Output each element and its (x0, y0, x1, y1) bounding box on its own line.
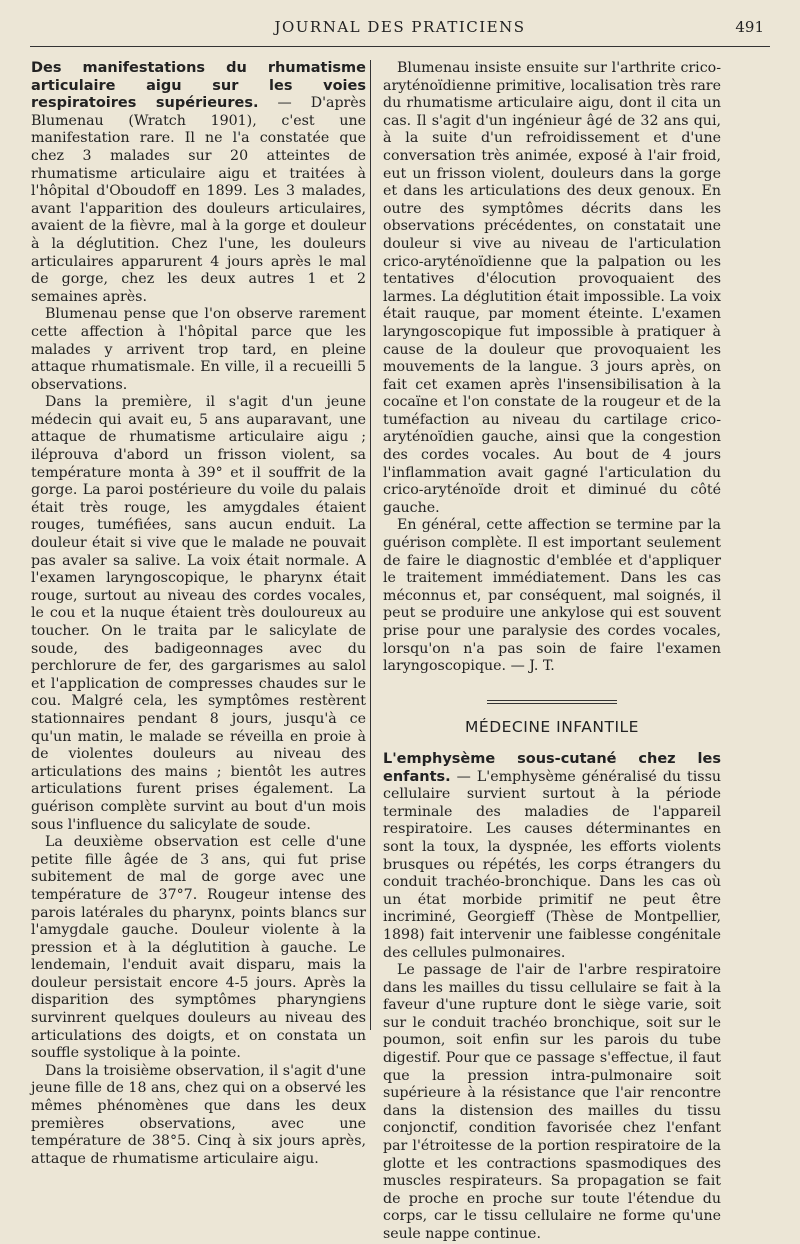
journal-title: JOURNAL DES PRATICIENS (274, 18, 526, 36)
left-column (31, 60, 366, 1168)
article-1-para-0-text: — D'après Blumenau (Wratch 1901), c'est une manifestation rare. Il ne l'a constatée que chez 3 malades sur 20 atteintes de rhumatisme articulaire aigu et traitées à l'hôpital d'Oboudoff en 1899. Les 3 malades, avant l'apparition des douleurs articulaires, avaient de la fièvre, mal à la gorge et douleur à la déglutition. Chez l'une, les douleurs articulaires apparurent 4 jours après le mal de gorge, chez les deux autres 1 et 2 semaines après. (31, 95, 366, 305)
article-2-para-1: Le passage de l'air de l'arbre respiratoire dans les mailles du tissu cellulaire se fait à la faveur d'une rupture dont le siège varie, soit sur le conduit trachéo bronchique, soit sur le poumon, soit enfin sur les parois du tube digestif. Pour que ce passage s'effectue, il faut que la pression intra-pulmonaire soit supérieure à la résistance que l'air rencontre dans la distension des mailles du tissu conjonctif, condition favorisée chez l'enfant par l'étroitesse de la portion respiratoire de la glotte et les contractions spasmodiques des muscles respirateurs. Sa propagation se fait de proche en proche sur toute l'étendue du corps, car le tissu cellulaire ne forme qu'une seule nappe continue. (383, 962, 721, 1242)
section-separator (383, 692, 721, 710)
article-1-para-3: La deuxième observation est celle d'une petite fille âgée de 3 ans, qui fut prise subitement de mal de gorge avec une température de 37°7. Rougeur intense des parois latérales du pharynx, points blancs sur l'amygdale gauche. Douleur violente à la pression et à la déglutition à gauche. Le lendemain, l'enduit avait disparu, mais la douleur persistait encore 4-5 jours. Après la disparition des symptômes pharyngiens survinrent quelques douleurs au niveau des articulations des doigts, et on constata un souffle systolique à la pointe. (31, 834, 366, 1062)
article-2-para-0 (383, 751, 721, 962)
section-double-rule (487, 700, 617, 704)
column-divider (370, 60, 371, 1030)
page-header (30, 18, 770, 44)
article-1-para-2: Dans la première, il s'agit d'un jeune médecin qui avait eu, 5 ans auparavant, une attaque de rhumatisme articulaire aigu ; iléprouva d'abord un frisson violent, sa température monta à 39° et il souffrit de la gorge. La paroi postérieure du voile du palais était très rouge, les amygdales étaient rouges, tuméfiées, sans aucun enduit. La douleur était si vive que le malade ne pouvait pas avaler sa salive. La voix était normale. A l'examen laryngoscopique, le pharynx était rouge, surtout au niveau des cordes vocales, le cou et la nuque étaient très douloureux au toucher. On le traita par le salicylate de soude, des badigeonnages avec du perchlorure de fer, des gargarismes au salol et l'application de compresses chaudes sur le cou. Malgré cela, les symptômes restèrent stationnaires pendant 8 jours, jusqu'à ce qu'un matin, le malade se réveilla en proie à de violentes douleurs au niveau des articulations des mains ; bientôt les autres articulations furent prises également. La guérison complète survint au bout d'un mois sous l'influence du salicylate de soude. (31, 394, 366, 833)
article-2-title: L'emphysème sous-cutané chez les enfants. (383, 750, 721, 785)
article-1-title: Des manifestations du rhumatisme articulaire aigu sur les voies respiratoires supérieures. (31, 60, 366, 112)
header-rule (30, 46, 770, 47)
right-column (383, 60, 721, 1244)
article-1-para-5: Blumenau insiste ensuite sur l'arthrite crico-aryténoïdienne primitive, localisation très rare du rhumatisme articulaire aigu, dont il cita un cas. Il s'agit d'un ingénieur âgé de 32 ans qui, à la suite d'un refroidissement et d'une conversation très animée, exposé à l'air froid, eut un frisson violent, douleurs dans la gorge et dans les articulations des deux genoux. En outre des symptômes décrits dans les observations précédentes, on constatait une douleur si vive au niveau de l'articulation crico-aryténoïdienne que la palpation ou les tentatives d'élocution provoquaient des larmes. La déglutition était impossible. La voix était rauque, par moment éteinte. L'examen laryngoscopique fut impossible à pratiquer à cause de la douleur que provoquaient les mouvements de la langue. 3 jours après, on fait cet examen après l'insensibilisation à la cocaïne et l'on constate de la rougeur et de la tuméfaction au niveau du cartilage crico-aryténoïdien gauche, ainsi que la congestion des cordes vocales. Au bout de 4 jours l'inflammation avait gagné l'articulation du crico-aryténoïde droit et diminué du côté gauche. (383, 60, 721, 516)
article-1-para-0 (31, 60, 366, 306)
article-1-para-6: En général, cette affection se termine par la guérison complète. Il est important seulement de faire le diagnostic d'emblée et d'appliquer le traitement immédiatement. Dans les cas méconnus et, par conséquent, mal soignés, il peut se produire une ankylose qui est souvent prise pour une paralysie des cordes vocales, lorsqu'on n'a pas soin de faire l'examen laryngoscopique. — J. T. (383, 517, 721, 675)
article-1-para-4: Dans la troisième observation, il s'agit d'une jeune fille de 18 ans, chez qui on a observé les mêmes phénomènes que dans les deux premières observations, avec une température de 38°5. Cinq à six jours après, attaque de rhumatisme articulaire aigu. (31, 1062, 366, 1167)
article-1-para-1: Blumenau pense que l'on observe rarement cette affection à l'hôpital parce que les malades y arrivent trop tard, en pleine attaque rhumatismale. En ville, il a recueilli 5 observations. (31, 306, 366, 393)
article-2-para-0-text: — L'emphysème généralisé du tissu cellulaire survient surtout à la période terminale des maladies de l'appareil respiratoire. Les causes déterminantes en sont la toux, la dyspnée, les efforts violents brusques ou répétés, les corps étrangers du conduit trachéo-bronchique. Dans les cas où un état morbide primitif ne peut être incriminé, Georgieff (Thèse de Montpellier, 1898) fait intervenir une faiblesse congénitale des cellules pulmonaires. (383, 768, 721, 961)
section-title: MÉDECINE INFANTILE (465, 718, 639, 737)
page-number: 491 (735, 18, 764, 36)
